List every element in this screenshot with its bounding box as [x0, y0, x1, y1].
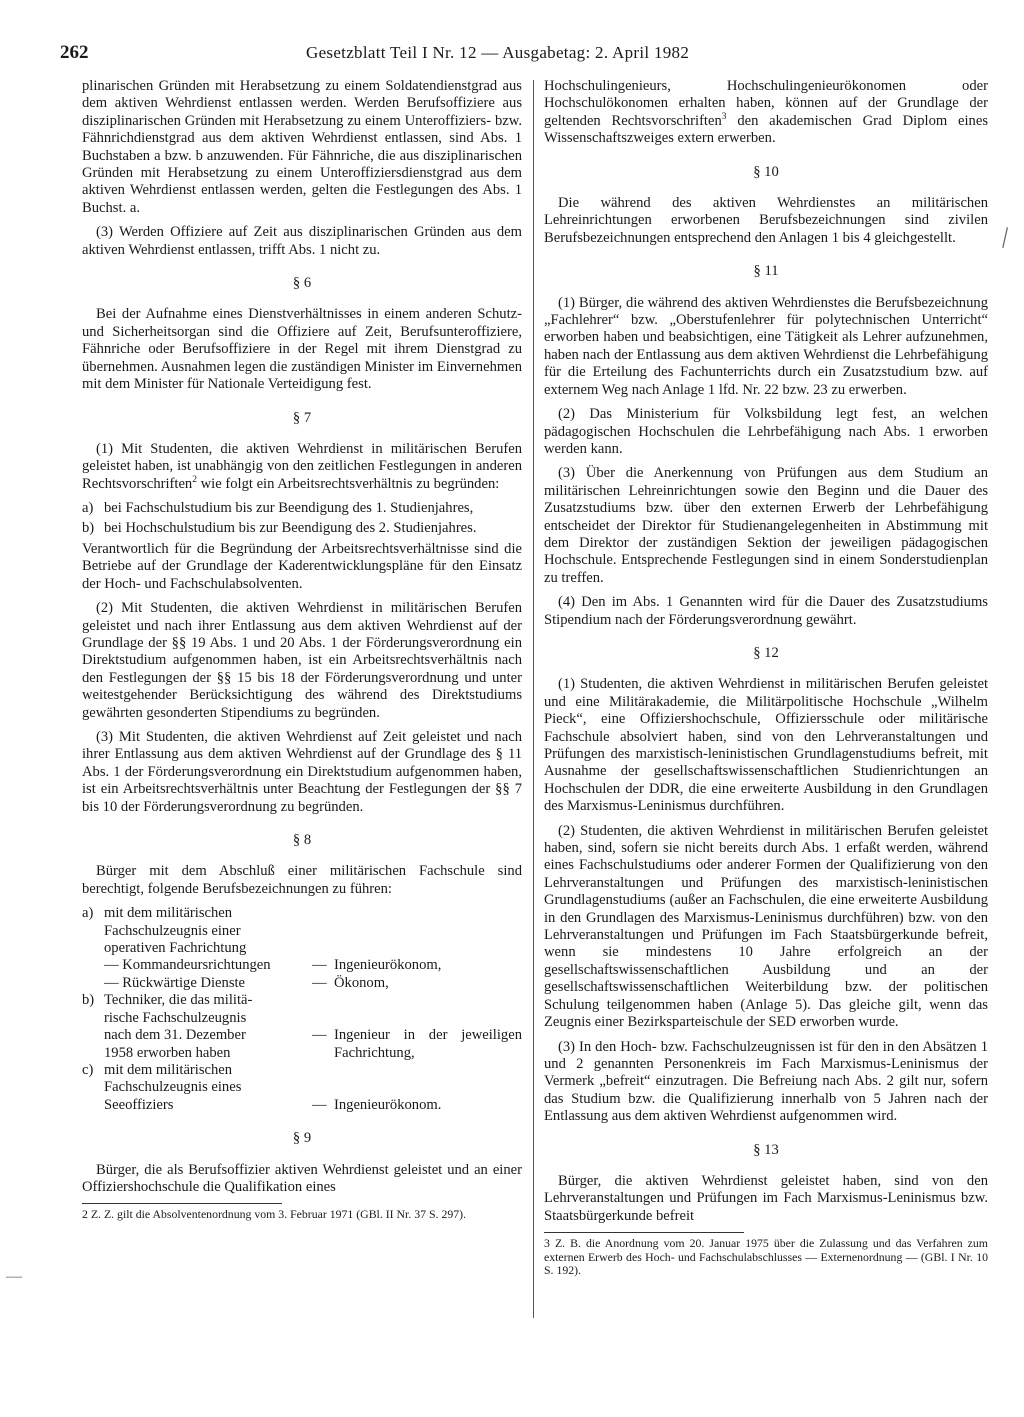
- text-run: wie folgt ein Arbeitsrechtsverhältnis zu begründen:: [196, 475, 500, 492]
- job-title: Ingenieur in der jeweiligen Fachrichtung,: [334, 1027, 522, 1061]
- dash: —: [312, 1096, 327, 1113]
- paragraph: (3) Mit Studenten, die aktiven Wehrdienst auf Zeit geleistet und nach ihrer Entlassung aus dem aktiven Wehrdienst auf der Grundlage des § 11 Abs. 1 der Förderungsverordnung ein Direktstudium aufgenommen haben, ist ein Arbeitsrechtsverhältnis unter Beachtung der Festlegungen der §§ 7 bis 10 der Förderungsverordnung zu begründen.: [82, 729, 522, 815]
- list-label: a): [82, 500, 94, 517]
- text-run: (1) Mit Studenten, die aktiven Wehrdienst in militärischen Berufen geleistet haben, ist unabhängig von den zeitlichen Festlegungen in anderen Rechtsvorschriften: [82, 440, 522, 492]
- paragraph: plinarischen Gründen mit Herabsetzung zu einem Soldatendienstgrad aus dem aktiven Wehrdienst entlassen werden. Werden Berufsoffiziere aus disziplinarischen Gründen mit Herabsetzung zu einem Unteroffiziers- bzw. Fähnrichdienstgrad aus dem aktiven Wehrdienst entlassen, sind Abs. 1 Buchstaben a bzw. b anzuwenden. Für Fähnriche, die aus disziplinarischen Gründen mit Herabsetzung zu einem Unteroffiziersdienstgrad aus dem aktiven Wehrdienst entlassen werden, gelten die Festlegungen des Abs. 1 Buchst. a.: [82, 78, 522, 216]
- footnote-3: 3 Z. B. die Anordnung vom 20. Januar 1975 über die Zulassung und das Verfahren zum externen Erwerb des Hoch- und Fachschulabschlusses — Externenordnung — (GBl. I Nr. 10 S. 192).: [544, 1236, 988, 1278]
- section-heading-12: § 12: [753, 644, 779, 661]
- list-label: b): [82, 992, 95, 1009]
- dash: —: [312, 974, 327, 991]
- list-label: c): [82, 1061, 94, 1078]
- section-heading-13: § 13: [753, 1141, 779, 1158]
- text-line: mit dem militärischen: [104, 1061, 233, 1078]
- text-line: Techniker, die das militä-: [104, 992, 253, 1009]
- list-label: b): [82, 519, 95, 536]
- dash: —: [312, 957, 327, 974]
- job-title: Ökonom,: [334, 974, 389, 991]
- list-text: bei Hochschulstudium bis zur Beendigung des 2. Studienjahres.: [104, 519, 477, 536]
- list-text: bei Fachschulstudium bis zur Beendigung des 1. Studienjahres,: [104, 500, 474, 517]
- paragraph: (3) Werden Offiziere auf Zeit aus disziplinarischen Gründen aus dem aktiven Wehrdienst entlassen, trifft Abs. 1 nicht zu.: [82, 224, 522, 258]
- paragraph: Bürger mit dem Abschluß einer militärischen Fachschule sind berechtigt, folgende Berufsbezeichnungen zu führen:: [82, 863, 522, 897]
- table-cell: [82, 1062, 312, 1079]
- page-header: [60, 42, 986, 68]
- table-cell: Fachschulzeugnis eines: [104, 1079, 242, 1096]
- paragraph: (1) Studenten, die aktiven Wehrdienst in militärischen Berufen geleistet und eine Militärakademie, die Militärpolitische Hochschule „Wilhelm Pieck“, eine Offiziershochschule, Offiziersschule oder militärische Fachschule absolviert haben, sind von den Lehrveranstaltungen und Prüfungen des marxistisch-leninistischen Grundlagenstudiums befreit, mit Ausnahme der gesellschaftswissenschaftlichen Studienrichtungen an Hochschulen der DDR, die eine erweiterte Ausbildung in den Grundlagen des Marxismus-Leninismus durchführen.: [544, 676, 988, 815]
- list-item: [82, 500, 522, 517]
- paragraph: Bürger, die als Berufsoffizier aktiven Wehrdienst geleistet und an einer Offiziershochschule die Qualifikation eines: [82, 1161, 522, 1195]
- paragraph: (1) Bürger, die während des aktiven Wehrdienstes die Berufsbezeichnung „Fachlehrer“ bzw. „Oberstufenlehrer für polytechnischen Unterricht“ erworben haben und beabsichtigen, eine Tätigkeit als Lehrer aufzunehmen, haben nach der Entlassung aus dem aktiven Wehrdienst die Lehrbefähigung für die Erteilung des Fachunterrichts durch ein Zusatzstudium bzw. auf externem Weg nach Anlage 1 lfd. Nr. 22 bzw. 23 zu erwerben.: [544, 294, 988, 398]
- job-title: Ingenieurökonom,: [334, 957, 442, 974]
- table-cell: Seeoffiziers: [104, 1096, 174, 1113]
- table-cell: [82, 992, 312, 1009]
- margin-mark: —: [6, 1268, 22, 1285]
- dash: —: [312, 1027, 327, 1044]
- paragraph: (2) Das Ministerium für Volksbildung legt fest, an welchen pädagogischen Hochschulen die Lehrbefähigung nach Abs. 1 erworben werden kann.: [544, 406, 988, 457]
- paragraph: Verantwortlich für die Begründung der Arbeitsrechtsverhältnisse sind die Betriebe auf der Grundlage der Kaderentwicklungspläne für den Einsatz der Hoch- und Fachschulabsolventen.: [82, 540, 522, 592]
- paragraph: Bei der Aufnahme eines Dienstverhältnisses in einem anderen Schutz- und Sicherheitsorgan sind die Offiziere auf Zeit, Berufsunteroffiziere, Fähnriche oder Berufsoffiziere in der Regel mit ihrem Dienstgrad zu übernehmen. Ausnahmen legen die zuständigen Minister im Einvernehmen mit dem Minister für Nationale Verteidigung fest.: [82, 306, 522, 393]
- list-label: a): [82, 905, 94, 922]
- job-title: Ingenieurökonom.: [334, 1096, 442, 1113]
- list-item: [82, 520, 522, 537]
- table-cell: Fachschulzeugnis einer: [104, 922, 241, 939]
- paragraph: [82, 441, 522, 493]
- left-column: [82, 78, 522, 1222]
- table-cell: operativen Fachrichtung: [104, 940, 247, 957]
- footnote-2: 2 Z. Z. gilt die Absolventenordnung vom 3. Februar 1971 (GBl. II Nr. 37 S. 297).: [82, 1207, 467, 1222]
- footnote-ref: 3: [721, 111, 727, 122]
- margin-mark: ╲: [995, 228, 1014, 248]
- text-run: Hochschulingenieurs, Hochschulingenieurökonomen oder Hochschulökonomen erhalten haben, können auf der Grundlage der geltenden Rechtsvorschriften: [544, 78, 988, 129]
- section-heading-7: § 7: [292, 409, 312, 426]
- paragraph: Bürger, die aktiven Wehrdienst geleistet haben, sind von den Lehrveranstaltungen und Prüfungen im Fach Marxismus-Leninismus bzw. Staatsbürgerkunde befreit: [544, 1172, 988, 1224]
- table-cell: 1958 erworben haben: [104, 1044, 231, 1061]
- section-heading-9: § 9: [292, 1130, 312, 1147]
- footnote-rule: [82, 1203, 282, 1204]
- column-divider: [533, 80, 534, 1318]
- title-table: [82, 905, 522, 1114]
- section-heading-10: § 10: [753, 163, 779, 180]
- paragraph: (3) In den Hoch- bzw. Fachschulzeugnissen ist für den in den Absätzen 1 und 2 genannten Personenkreis im Fach Marxismus-Leninismus der Vermerk „befreit“ einzutragen. Die Befreiung nach Abs. 2 gilt nur, sofern das Studium bzw. die Qualifizierung innerhalb von 5 Jahren nach der Entlassung aus dem aktiven Wehrdienst aufgenommen wird.: [544, 1038, 988, 1125]
- table-cell: — Rückwärtige Dienste: [104, 974, 246, 991]
- text-run: den akademischen Grad Diplom eines Wissenschaftszweiges extern erwerben.: [544, 112, 988, 147]
- list: [82, 500, 522, 537]
- paragraph: (4) Den im Abs. 1 Genannten wird für die Dauer des Zusatzstudiums Stipendium nach der Förderungsverordnung gewährt.: [544, 594, 988, 628]
- right-column: [544, 78, 988, 1278]
- footnote-ref: 2: [192, 474, 197, 485]
- table-cell: nach dem 31. Dezember: [104, 1027, 246, 1044]
- running-title: Gesetzblatt Teil I Nr. 12 — Ausgabetag: 2. April 1982: [306, 43, 690, 62]
- table-cell: rische Fachschulzeugnis: [104, 1009, 247, 1026]
- table-cell: — Kommandeursrichtungen: [104, 957, 271, 974]
- paragraph: (2) Studenten, die aktiven Wehrdienst in militärischen Berufen geleistet haben, sind, sofern sie nicht bereits durch Abs. 1 erfaßt werden, während eines Fachschulstudiums oder anderer Formen der Qualifizierung von den Lehrveranstaltungen und Prüfungen des marxistisch-leninistischen Grundlagenstudiums (außer an Fachschulen, die eine erweiterte Ausbildung in den Grundlagen des Marxismus-Leninismus durchführen) bzw. von den Lehrveranstaltungen und Prüfungen im Fach Staatsbürgerkunde befreit, wenn sie mindestens 10 Jahre erfolgreich an der gesellschaftswissenschaftlichen Ausbildung und an der gesellschaftswissenschaftlichen Weiterbildung bzw. der politischen Schulung teilgenommen haben (Anlage 5). Das gleiche gilt, wenn das Zeugnis einer Bezirksparteischule der SED erworben wurde.: [544, 822, 988, 1031]
- paragraph: [544, 78, 988, 148]
- text-line: mit dem militärischen: [104, 905, 233, 922]
- paragraph: (3) Über die Anerkennung von Prüfungen aus dem Studium an militärischen Lehreinrichtungen sowie den Beginn und die Dauer des Zusatzstudiums bzw. über den externen Erwerb der Lehrbefähigung entscheidet der Direktor für Studienangelegenheiten in Abstimmung mit dem Direktor der zuständigen Sektion der jeweiligen pädagogischen Hochschule. Entsprechende Festlegungen sind in einem Sonderstudienplan zu treffen.: [544, 465, 988, 586]
- paragraph: (2) Mit Studenten, die aktiven Wehrdienst in militärischen Berufen geleistet und nach ihrer Entlassung aus dem aktiven Wehrdienst auf der Grundlage der §§ 19 Abs. 1 und 20 Abs. 1 der Förderungsverordnung ein Direktstudium aufgenommen haben, ist ein Arbeitsrechtsverhältnis nach den Festlegungen der §§ 15 bis 18 der Förderungsverordnung und unter weitestgehender Berücksichtigung des während des Direktstudiums gewährten gesonderten Stipendiums zu begründen.: [82, 600, 522, 721]
- table-cell: [82, 905, 312, 922]
- section-heading-6: § 6: [292, 275, 312, 292]
- section-heading-11: § 11: [753, 263, 779, 280]
- section-heading-8: § 8: [292, 832, 312, 849]
- paragraph: Die während des aktiven Wehrdienstes an militärischen Lehreinrichtungen erworbenen Berufsbezeichnungen sind zivilen Berufsbezeichnungen entsprechend den Anlagen 1 bis 4 gleichgestellt.: [544, 195, 988, 246]
- footnote-rule: [544, 1232, 744, 1233]
- page-number: 262: [60, 42, 89, 63]
